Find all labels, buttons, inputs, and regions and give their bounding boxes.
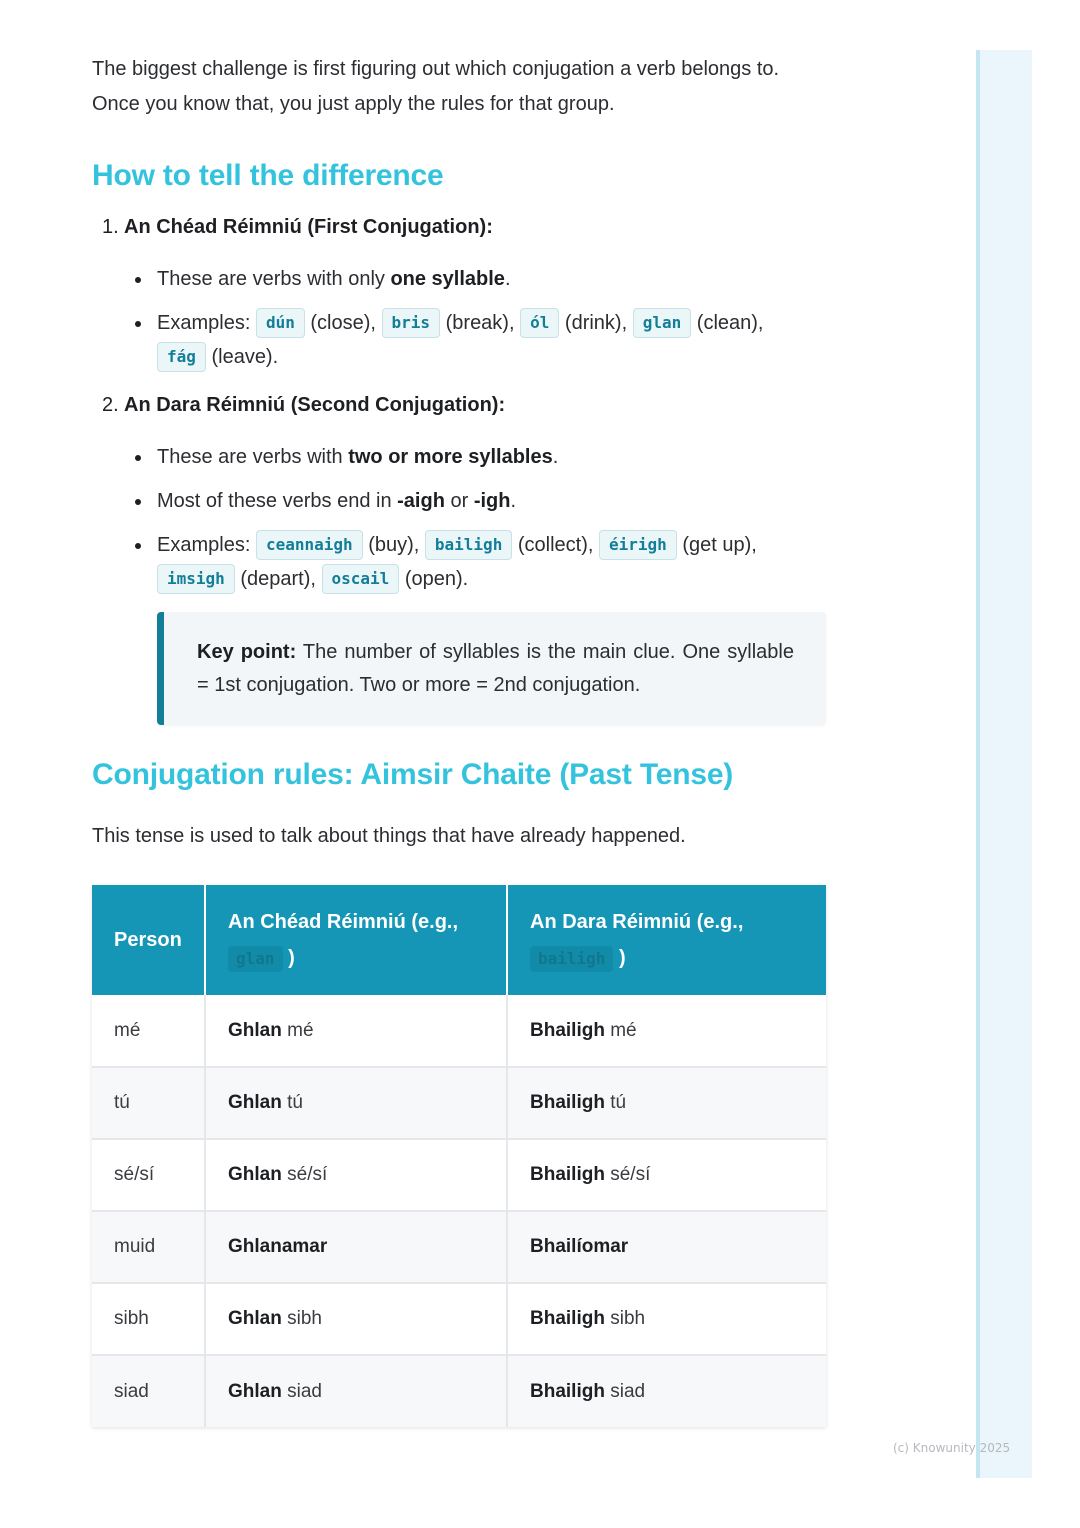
step-title-text: An Dara Réimniú (Second Conjugation): xyxy=(124,394,506,416)
cell-person: siad xyxy=(92,1355,205,1427)
verb-gloss: (buy), xyxy=(362,534,425,556)
bullet-item-examples xyxy=(157,528,826,596)
callout-label: Key point: xyxy=(197,641,297,663)
cell-person: muid xyxy=(92,1211,205,1283)
bullet-text: Most of these verbs end in xyxy=(157,490,398,512)
step-first-conjugation xyxy=(92,212,826,374)
header-first-conjugation xyxy=(205,885,507,995)
step-number: 1. xyxy=(102,216,119,238)
cell-second xyxy=(507,995,826,1067)
cell-second xyxy=(507,1283,826,1355)
header-person: Person xyxy=(92,885,205,995)
bullet-emphasis: two or more syllables xyxy=(348,446,553,468)
table-row xyxy=(92,1139,826,1211)
header-second-conjugation xyxy=(507,885,826,995)
verb-term: ól xyxy=(520,308,559,338)
bullet-text: . xyxy=(552,446,559,468)
bullet-text: These are verbs with xyxy=(157,446,349,468)
verb-term: imsigh xyxy=(157,564,235,594)
cell-first xyxy=(205,1211,507,1283)
verb-term: oscail xyxy=(322,564,400,594)
step-title xyxy=(92,212,826,242)
header-text: An Dara Réimniú (e.g., xyxy=(530,911,744,933)
cell-verb: Bhailíomar xyxy=(530,1236,629,1257)
intro-line-2: Once you know that, you just apply the rules for that group. xyxy=(92,93,615,115)
cell-second xyxy=(507,1139,826,1211)
step-number: 2. xyxy=(102,394,119,416)
verb-term: ceannaigh xyxy=(256,530,363,560)
cell-verb: Bhailigh xyxy=(530,1308,605,1329)
cell-pronoun: mé xyxy=(604,1019,637,1041)
cell-verb: Ghlan xyxy=(228,1380,282,1402)
cell-pronoun: tú xyxy=(604,1092,627,1113)
cell-first xyxy=(205,1355,507,1427)
cell-first xyxy=(205,995,507,1067)
verb-term: bailigh xyxy=(425,530,512,560)
bullet-item xyxy=(157,484,826,518)
step-bullets xyxy=(157,262,826,374)
examples-label: Examples: xyxy=(157,534,256,556)
bullet-item xyxy=(157,440,826,474)
table-row xyxy=(92,1211,826,1283)
page-side-strip xyxy=(976,50,1032,1478)
cell-first xyxy=(205,1283,507,1355)
bullet-text: or xyxy=(444,490,474,512)
table-header-row xyxy=(92,885,826,995)
cell-pronoun: tú xyxy=(281,1092,303,1113)
examples-label: Examples: xyxy=(157,312,256,334)
cell-first xyxy=(205,1139,507,1211)
cell-verb: Bhailigh xyxy=(530,1380,605,1402)
cell-first xyxy=(205,1067,507,1139)
verb-gloss: (break), xyxy=(440,312,521,334)
verb-gloss: (get up), xyxy=(676,534,757,556)
section-heading-difference: How to tell the difference xyxy=(92,159,444,192)
cell-verb: Ghlan xyxy=(228,1164,282,1185)
cell-verb: Bhailigh xyxy=(530,1019,605,1041)
intro-line-1: The biggest challenge is first figuring out which conjugation a verb belongs to. xyxy=(92,58,780,80)
cell-person: mé xyxy=(92,995,205,1067)
header-text: ) xyxy=(619,947,626,969)
cell-pronoun: mé xyxy=(281,1019,314,1041)
bullet-item-examples xyxy=(157,306,826,374)
cell-person: sibh xyxy=(92,1283,205,1355)
cell-pronoun: sé/sí xyxy=(604,1164,651,1185)
cell-verb: Bhailigh xyxy=(530,1092,605,1113)
cell-pronoun: sé/sí xyxy=(281,1164,328,1185)
cell-second xyxy=(507,1067,826,1139)
verb-term: dún xyxy=(256,308,305,338)
table-row xyxy=(92,995,826,1067)
verb-gloss: (open). xyxy=(399,568,469,590)
verb-term: bris xyxy=(382,308,441,338)
intro-paragraph xyxy=(92,52,826,122)
cell-verb: Bhailigh xyxy=(530,1164,605,1185)
bullet-item xyxy=(157,262,826,296)
verb-gloss: (collect), xyxy=(512,534,600,556)
cell-verb: Ghlanamar xyxy=(228,1236,328,1257)
cell-second xyxy=(507,1211,826,1283)
copyright-watermark: (c) Knowunity 2025 xyxy=(893,1441,1011,1455)
bullet-emphasis: -igh xyxy=(473,490,511,512)
cell-person: tú xyxy=(92,1067,205,1139)
section-heading-past-tense: Conjugation rules: Aimsir Chaite (Past Tense) xyxy=(92,758,734,791)
callout-text: The number of syllables is the main clue. One syllable = 1st conjugation. Two or more = 2nd conjugation. xyxy=(197,641,794,696)
verb-gloss: (clean), xyxy=(691,312,764,334)
header-verb-term: bailigh xyxy=(530,946,613,972)
conjugation-steps-list xyxy=(92,212,826,725)
past-tense-conjugation-table xyxy=(92,885,826,1427)
cell-verb: Ghlan xyxy=(228,1019,282,1041)
table-row xyxy=(92,1355,826,1427)
verb-gloss: (close), xyxy=(304,312,382,334)
step-bullets xyxy=(157,440,826,596)
cell-verb: Ghlan xyxy=(228,1092,282,1113)
cell-pronoun: sibh xyxy=(604,1308,646,1329)
verb-gloss: (leave). xyxy=(205,346,279,368)
verb-term: éirigh xyxy=(599,530,677,560)
verb-gloss: (depart), xyxy=(234,568,322,590)
step-title-text: An Chéad Réimniú (First Conjugation): xyxy=(124,216,493,238)
cell-verb: Ghlan xyxy=(228,1308,282,1329)
cell-person: sé/sí xyxy=(92,1139,205,1211)
step-title xyxy=(92,390,826,420)
bullet-text: These are verbs with only xyxy=(157,268,391,290)
bullet-emphasis: one syllable xyxy=(390,268,505,290)
bullet-text: . xyxy=(510,490,517,512)
bullet-text: . xyxy=(504,268,511,290)
cell-pronoun: siad xyxy=(604,1380,646,1402)
table-row xyxy=(92,1067,826,1139)
bullet-emphasis: -aigh xyxy=(397,490,445,512)
past-tense-description: This tense is used to talk about things that have already happened. xyxy=(92,825,686,847)
step-second-conjugation xyxy=(92,390,826,725)
cell-pronoun: siad xyxy=(281,1380,322,1402)
verb-gloss: (drink), xyxy=(559,312,633,334)
header-text: ) xyxy=(288,947,295,969)
header-verb-term: glan xyxy=(228,946,283,972)
verb-term: fág xyxy=(157,342,206,372)
cell-second xyxy=(507,1355,826,1427)
table-row xyxy=(92,1283,826,1355)
cell-pronoun: sibh xyxy=(281,1308,322,1329)
key-point-callout xyxy=(157,612,826,725)
verb-term: glan xyxy=(633,308,692,338)
document-body xyxy=(92,52,826,1427)
header-text: An Chéad Réimniú (e.g., xyxy=(228,911,459,933)
